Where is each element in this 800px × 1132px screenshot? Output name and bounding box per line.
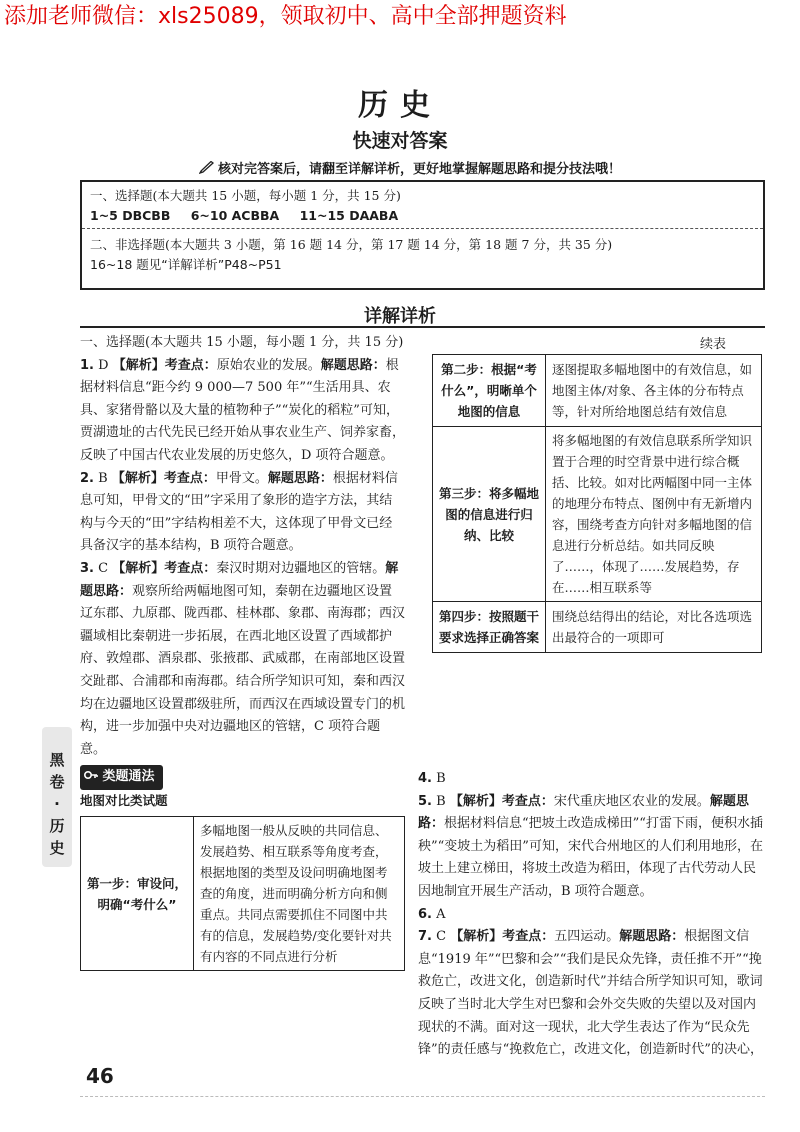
method-step: 第一步：审设问，明确“考什么”	[81, 817, 194, 971]
method-desc: 围绕总结得出的结论，对比各选项选出最符合的一项即可	[546, 602, 762, 653]
divider	[80, 326, 765, 328]
answer-key-1-5: 1~5 DBCBB	[90, 208, 171, 223]
method-table-part2	[432, 354, 762, 653]
answer-key-list	[90, 206, 755, 226]
question-7: 7. C 【解析】考查点：五四运动。解题思路：根据图文信息“1919 年”“巴黎和会”“我们是民众先锋，责任推不开”“挽救危亡，改进文化，创造新时代”并结合所学知识可知，歌词反映了当时北大学生对巴黎和会外交失败的失望以及对国内现状的不满。面对这一现状，北大学生表达了作为“民众先锋”的责任感与“挽救危亡，改进文化，创造新时代”的决心，	[418, 929, 763, 1058]
question-5: 5. B 【解析】考查点：宋代重庆地区农业的发展。解题思路：根据材料信息“把坡土改造成梯田”“打雷下雨，便积水插秧”“变坡土为稻田”可知，宋代合州地区的人们利用地形，在坡土上建立梯田，将坡土改造为稻田，体现了古代劳动人民因地制宜开展生产活动，B 项符合题意。	[418, 793, 763, 899]
method-row	[433, 427, 762, 602]
right-column	[418, 768, 768, 1062]
side-tab: 黑 卷 · 历 史	[42, 727, 72, 867]
question-6: 6. A	[418, 906, 446, 922]
answer-key-6-10: 6~10 ACBBA	[190, 208, 280, 223]
method-tag: 类题通法	[80, 765, 163, 790]
question-2: 2. B 【解析】考查点：甲骨文。解题思路：根据材料信息可知，甲骨文的“田”字采用了象形的造字方法，其结构与今天的“田”字结构相差不大，这体现了甲骨文已经具备汉字的基本结构，B 项符合题意。	[80, 470, 398, 554]
choice-detail-header: 一、选择题(本大题共 15 小题，每小题 1 分，共 15 分)	[80, 335, 404, 350]
promo-banner: 添加老师微信：xls25089，领取初中、高中全部押题资料	[0, 0, 800, 34]
pencil-icon	[199, 161, 215, 175]
hint-line	[100, 158, 720, 177]
detail-section-title: 详解详析	[364, 306, 436, 327]
hint-text: 核对完答案后，请翻至详解详析，更好地掌握解题思路和提分技法哦！	[217, 162, 621, 177]
nonchoice-section-header: 二、非选择题(本大题共 3 小题，第 16 题 14 分，第 17 题 14 分，第 18 题 7 分，共 35 分)	[90, 237, 613, 252]
method-step: 第四步：按照题干要求选择正确答案	[433, 602, 546, 653]
left-column	[80, 332, 405, 971]
choice-section-header: 一、选择题(本大题共 15 小题，每小题 1 分，共 15 分)	[90, 188, 401, 203]
answer-section-nonchoice	[82, 229, 763, 289]
quick-answer-title: 快速对答案	[352, 130, 448, 152]
method-subtitle: 地图对比类试题	[80, 792, 168, 808]
quick-answer-box	[80, 180, 765, 290]
continued-label: 续表	[700, 337, 727, 352]
method-tag-row	[80, 765, 405, 790]
method-desc: 将多幅地图的有效信息联系所学知识置于合理的时空背景中进行综合概括、比较。如对比两幅图中同一主体的地理分布特点、图例中有无新增内容，围绕考查方向针对多幅地图的信息进行分析总结。如共同反映了……，体现了……发展趋势，存在……相互联系等	[546, 427, 762, 602]
method-table-part1	[80, 816, 405, 971]
answer-key-11-15: 11~15 DAABA	[299, 208, 399, 223]
page-title: 历史	[358, 88, 442, 123]
method-row	[81, 817, 405, 971]
footer-rule	[80, 1096, 765, 1097]
method-desc: 多幅地图一般从反映的共同信息、发展趋势、相互联系等角度考查，根据地图的类型及设问明确地图考查的角度，进而明确分析方向和侧重点。共同点需要抓住不同图中共有的信息，发展趋势/变化要针对共有内容的不同点进行分析	[194, 817, 405, 971]
key-icon	[84, 769, 98, 781]
answer-section-choice	[82, 182, 763, 229]
question-3: 3. C 【解析】考查点：秦汉时期对边疆地区的管辖。解题思路：观察所给两幅地图可知，秦朝在边疆地区设置辽东郡、九原郡、陇西郡、桂林郡、象郡、南海郡；西汉疆域相比秦朝进一步拓展，在西北地区设置了西域都护府、敦煌郡、酒泉郡、张掖郡、武威郡，在南部地区设置交趾郡、合浦郡和南海郡。结合所学知识可知，秦和西汉均在边疆地区设置郡级驻所，而西汉在西域设置专门的机构，进一步加强中央对边疆地区的管辖，C 项符合题意。	[80, 560, 406, 757]
method-row	[433, 355, 762, 427]
method-step: 第三步：将多幅地图的信息进行归纳、比较	[433, 427, 546, 602]
question-4: 4. B	[418, 771, 446, 786]
question-1: 1. D 【解析】考查点：原始农业的发展。解题思路：根据材料信息“距今约 9 000—7 500 年”“生活用具、农具、家猪骨骼以及大量的植物种子”“炭化的稻粒”可知，贾湖遗址的古代先民已经开始从事农业生产、饲养家畜，反映了中国古代农业发展的历史悠久，D 项符合题意。	[80, 357, 406, 463]
nonchoice-note: 16~18 题见“详解详析”P48~P51	[90, 257, 282, 272]
method-desc: 逐图提取多幅地图中的有效信息，如地图主体/对象、各主体的分布特点等，针对所给地图总结有效信息	[546, 355, 762, 427]
page-number: 46	[86, 1064, 114, 1088]
method-step: 第二步：根据“考什么”，明晰单个地图的信息	[433, 355, 546, 427]
method-row	[433, 602, 762, 653]
